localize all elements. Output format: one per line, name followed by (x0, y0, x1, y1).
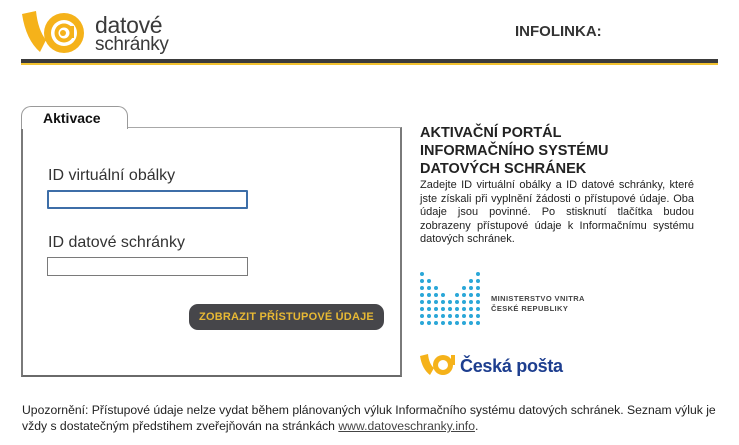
at-horn-logo-icon (20, 8, 92, 56)
portal-title-line3: DATOVÝCH SCHRÁNEK (420, 161, 587, 177)
mvcr-name-line2: ČESKÉ REPUBLIKY (491, 304, 569, 313)
ceska-posta-name: Česká pošta (460, 356, 563, 376)
mvcr-dots-logo-icon (419, 271, 485, 327)
databox-id-label: ID datové schránky (48, 234, 185, 251)
infolinka-label: INFOLINKA: (515, 23, 602, 40)
show-access-data-button[interactable]: ZOBRAZIT PŘÍSTUPOVÉ ÚDAJE (189, 304, 384, 330)
databox-id-input[interactable] (47, 257, 248, 276)
notice-suffix: . (474, 419, 479, 433)
datove-schranky-logo[interactable] (20, 8, 200, 56)
header-divider-accent (21, 63, 718, 65)
logo-text-line1: datové (95, 12, 163, 38)
mvcr-name-line1: MINISTERSTVO VNITRA (491, 294, 585, 303)
virtual-envelope-id-label: ID virtuální obálky (48, 167, 176, 184)
tab-joint (22, 126, 127, 129)
maintenance-notice (22, 402, 722, 434)
mvcr-logo[interactable] (419, 271, 485, 332)
portal-description: Zadejte ID virtuální obálky a ID datové schránky, které jste získali při vyplnění žádosti o přístupové údaje. Oba údaje jsou povinné. Po stisknutí tlačítka budou zobrazeny přístupové údaje k Informačnímu systému datových schránek. (420, 179, 694, 245)
notice-text: Upozornění: Přístupové údaje nelze vydat během plánovaných výluk Informačního systému datových schránek. Seznam výluk je vždy s dostatečným předstihem zveřejňován na stránkách (22, 403, 716, 433)
portal-title-line2: INFORMAČNÍHO SYSTÉMU (420, 143, 609, 159)
datoveschranky-info-link[interactable]: www.datoveschranky.info (338, 419, 475, 433)
tab-aktivace-label: Aktivace (43, 110, 101, 126)
portal-title (420, 124, 700, 178)
mvcr-name (491, 294, 585, 314)
logo-text-line2: schránky (95, 34, 169, 55)
portal-title-line1: AKTIVAČNÍ PORTÁL (420, 125, 562, 141)
virtual-envelope-id-input[interactable] (47, 190, 248, 209)
post-horn-icon (419, 353, 457, 379)
activation-form-panel (21, 127, 402, 377)
ceska-posta-logo[interactable] (419, 353, 457, 384)
